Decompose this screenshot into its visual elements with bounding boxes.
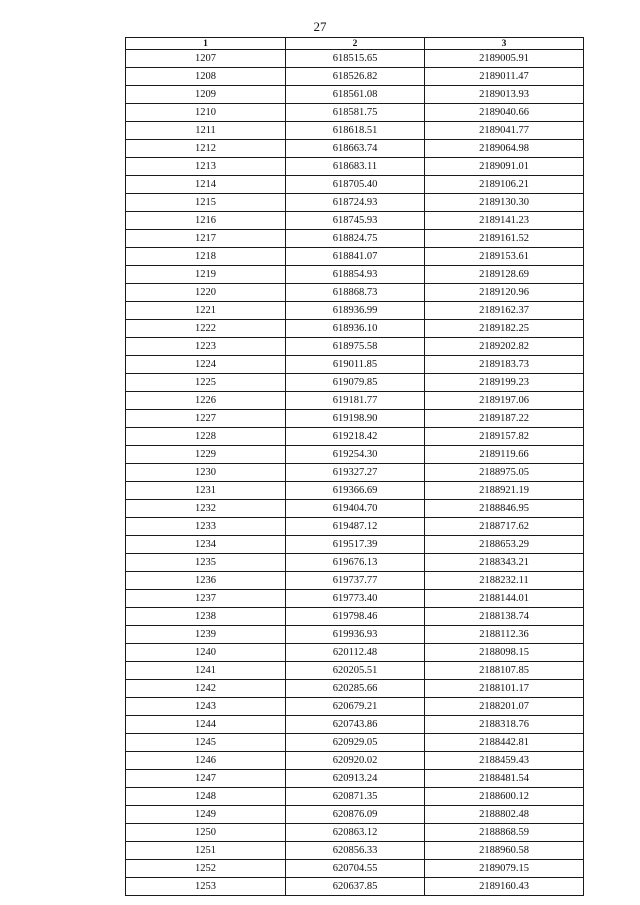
x-coordinate-cell: 619517.39 <box>286 536 425 554</box>
y-coordinate-cell: 2188144.01 <box>425 590 584 608</box>
table-row <box>126 626 584 644</box>
point-number-cell: 1208 <box>126 68 286 86</box>
point-number-cell: 1253 <box>126 878 286 896</box>
table-row <box>126 734 584 752</box>
x-coordinate-cell: 618936.99 <box>286 302 425 320</box>
point-number-cell: 1248 <box>126 788 286 806</box>
y-coordinate-cell: 2188868.59 <box>425 824 584 842</box>
y-coordinate-cell: 2189119.66 <box>425 446 584 464</box>
point-number-cell: 1250 <box>126 824 286 842</box>
point-number-cell: 1226 <box>126 392 286 410</box>
x-coordinate-cell: 618854.93 <box>286 266 425 284</box>
x-coordinate-cell: 620704.55 <box>286 860 425 878</box>
table-row <box>126 266 584 284</box>
point-number-cell: 1228 <box>126 428 286 446</box>
x-coordinate-cell: 620743.86 <box>286 716 425 734</box>
y-coordinate-cell: 2189202.82 <box>425 338 584 356</box>
x-coordinate-cell: 619737.77 <box>286 572 425 590</box>
y-coordinate-cell: 2188459.43 <box>425 752 584 770</box>
y-coordinate-cell: 2189182.25 <box>425 320 584 338</box>
table-row <box>126 698 584 716</box>
x-coordinate-cell: 619254.30 <box>286 446 425 464</box>
point-number-cell: 1213 <box>126 158 286 176</box>
point-number-cell: 1234 <box>126 536 286 554</box>
table-row <box>126 212 584 230</box>
table-row <box>126 680 584 698</box>
point-number-cell: 1233 <box>126 518 286 536</box>
table-row <box>126 608 584 626</box>
point-number-cell: 1214 <box>126 176 286 194</box>
table-row <box>126 464 584 482</box>
y-coordinate-cell: 2189040.66 <box>425 104 584 122</box>
x-coordinate-cell: 619676.13 <box>286 554 425 572</box>
table-row <box>126 482 584 500</box>
x-coordinate-cell: 619181.77 <box>286 392 425 410</box>
x-coordinate-cell: 620920.02 <box>286 752 425 770</box>
x-coordinate-cell: 619936.93 <box>286 626 425 644</box>
table-row <box>126 428 584 446</box>
table-row <box>126 842 584 860</box>
table-row <box>126 392 584 410</box>
x-coordinate-cell: 619198.90 <box>286 410 425 428</box>
x-coordinate-cell: 620285.66 <box>286 680 425 698</box>
x-coordinate-cell: 618618.51 <box>286 122 425 140</box>
x-coordinate-cell: 620679.21 <box>286 698 425 716</box>
y-coordinate-cell: 2188201.07 <box>425 698 584 716</box>
table-row <box>126 878 584 896</box>
point-number-cell: 1223 <box>126 338 286 356</box>
point-number-cell: 1209 <box>126 86 286 104</box>
x-coordinate-cell: 618868.73 <box>286 284 425 302</box>
x-coordinate-cell: 619798.46 <box>286 608 425 626</box>
y-coordinate-cell: 2188343.21 <box>425 554 584 572</box>
y-coordinate-cell: 2189011.47 <box>425 68 584 86</box>
table-row <box>126 356 584 374</box>
point-number-cell: 1236 <box>126 572 286 590</box>
y-coordinate-cell: 2188138.74 <box>425 608 584 626</box>
y-coordinate-cell: 2188717.62 <box>425 518 584 536</box>
x-coordinate-cell: 618526.82 <box>286 68 425 86</box>
point-number-cell: 1232 <box>126 500 286 518</box>
y-coordinate-cell: 2188098.15 <box>425 644 584 662</box>
point-number-cell: 1219 <box>126 266 286 284</box>
table-row <box>126 50 584 68</box>
x-coordinate-cell: 619773.40 <box>286 590 425 608</box>
y-coordinate-cell: 2189013.93 <box>425 86 584 104</box>
table-row <box>126 824 584 842</box>
point-number-cell: 1218 <box>126 248 286 266</box>
y-coordinate-cell: 2189160.43 <box>425 878 584 896</box>
page-number: 27 <box>313 19 327 34</box>
point-number-cell: 1235 <box>126 554 286 572</box>
point-number-cell: 1238 <box>126 608 286 626</box>
table-row <box>126 176 584 194</box>
y-coordinate-cell: 2189197.06 <box>425 392 584 410</box>
table-row <box>126 140 584 158</box>
x-coordinate-cell: 619327.27 <box>286 464 425 482</box>
x-coordinate-cell: 618975.58 <box>286 338 425 356</box>
table-row <box>126 554 584 572</box>
header-row <box>126 38 584 50</box>
x-coordinate-cell: 618745.93 <box>286 212 425 230</box>
x-coordinate-cell: 618705.40 <box>286 176 425 194</box>
point-number-cell: 1212 <box>126 140 286 158</box>
table-row <box>126 752 584 770</box>
y-coordinate-cell: 2188112.36 <box>425 626 584 644</box>
column-header-1: 1 <box>126 38 286 50</box>
x-coordinate-cell: 618515.65 <box>286 50 425 68</box>
y-coordinate-cell: 2188318.76 <box>425 716 584 734</box>
y-coordinate-cell: 2188442.81 <box>425 734 584 752</box>
point-number-cell: 1244 <box>126 716 286 734</box>
x-coordinate-cell: 619218.42 <box>286 428 425 446</box>
point-number-cell: 1239 <box>126 626 286 644</box>
point-number-cell: 1220 <box>126 284 286 302</box>
x-coordinate-cell: 618663.74 <box>286 140 425 158</box>
y-coordinate-cell: 2189141.23 <box>425 212 584 230</box>
point-number-cell: 1243 <box>126 698 286 716</box>
table-row <box>126 284 584 302</box>
table-row <box>126 716 584 734</box>
y-coordinate-cell: 2189130.30 <box>425 194 584 212</box>
point-number-cell: 1224 <box>126 356 286 374</box>
point-number-cell: 1215 <box>126 194 286 212</box>
point-number-cell: 1241 <box>126 662 286 680</box>
point-number-cell: 1240 <box>126 644 286 662</box>
table-row <box>126 644 584 662</box>
table-row <box>126 320 584 338</box>
y-coordinate-cell: 2188481.54 <box>425 770 584 788</box>
y-coordinate-cell: 2189005.91 <box>425 50 584 68</box>
y-coordinate-cell: 2189157.82 <box>425 428 584 446</box>
table-row <box>126 302 584 320</box>
x-coordinate-cell: 618841.07 <box>286 248 425 266</box>
table-row <box>126 536 584 554</box>
y-coordinate-cell: 2188921.19 <box>425 482 584 500</box>
y-coordinate-cell: 2189091.01 <box>425 158 584 176</box>
y-coordinate-cell: 2189153.61 <box>425 248 584 266</box>
point-number-cell: 1210 <box>126 104 286 122</box>
y-coordinate-cell: 2189064.98 <box>425 140 584 158</box>
point-number-cell: 1237 <box>126 590 286 608</box>
column-header-3: 3 <box>425 38 584 50</box>
table-body <box>126 50 584 896</box>
x-coordinate-cell: 618683.11 <box>286 158 425 176</box>
x-coordinate-cell: 620112.48 <box>286 644 425 662</box>
x-coordinate-cell: 618561.08 <box>286 86 425 104</box>
table-row <box>126 590 584 608</box>
x-coordinate-cell: 619487.12 <box>286 518 425 536</box>
x-coordinate-cell: 620913.24 <box>286 770 425 788</box>
x-coordinate-cell: 620856.33 <box>286 842 425 860</box>
y-coordinate-cell: 2188653.29 <box>425 536 584 554</box>
x-coordinate-cell: 618724.93 <box>286 194 425 212</box>
table-row <box>126 572 584 590</box>
y-coordinate-cell: 2188846.95 <box>425 500 584 518</box>
table-row <box>126 338 584 356</box>
table-row <box>126 500 584 518</box>
x-coordinate-cell: 620863.12 <box>286 824 425 842</box>
y-coordinate-cell: 2188107.85 <box>425 662 584 680</box>
point-number-cell: 1216 <box>126 212 286 230</box>
point-number-cell: 1229 <box>126 446 286 464</box>
y-coordinate-cell: 2189183.73 <box>425 356 584 374</box>
table-row <box>126 860 584 878</box>
y-coordinate-cell: 2188600.12 <box>425 788 584 806</box>
point-number-cell: 1249 <box>126 806 286 824</box>
column-header-2: 2 <box>286 38 425 50</box>
table-row <box>126 104 584 122</box>
y-coordinate-cell: 2189041.77 <box>425 122 584 140</box>
point-number-cell: 1227 <box>126 410 286 428</box>
table-header <box>126 38 584 50</box>
y-coordinate-cell: 2188101.17 <box>425 680 584 698</box>
y-coordinate-cell: 2189161.52 <box>425 230 584 248</box>
x-coordinate-cell: 620205.51 <box>286 662 425 680</box>
table-row <box>126 158 584 176</box>
point-number-cell: 1217 <box>126 230 286 248</box>
point-number-cell: 1246 <box>126 752 286 770</box>
table-row <box>126 374 584 392</box>
point-number-cell: 1231 <box>126 482 286 500</box>
point-number-cell: 1211 <box>126 122 286 140</box>
table-row <box>126 446 584 464</box>
table-row <box>126 770 584 788</box>
y-coordinate-cell: 2188975.05 <box>425 464 584 482</box>
y-coordinate-cell: 2189106.21 <box>425 176 584 194</box>
table-row <box>126 86 584 104</box>
y-coordinate-cell: 2188960.58 <box>425 842 584 860</box>
x-coordinate-cell: 620871.35 <box>286 788 425 806</box>
x-coordinate-cell: 619366.69 <box>286 482 425 500</box>
y-coordinate-cell: 2189120.96 <box>425 284 584 302</box>
y-coordinate-cell: 2189128.69 <box>425 266 584 284</box>
point-number-cell: 1242 <box>126 680 286 698</box>
y-coordinate-cell: 2189162.37 <box>425 302 584 320</box>
point-number-cell: 1230 <box>126 464 286 482</box>
x-coordinate-cell: 620929.05 <box>286 734 425 752</box>
x-coordinate-cell: 619404.70 <box>286 500 425 518</box>
table-row <box>126 230 584 248</box>
x-coordinate-cell: 618824.75 <box>286 230 425 248</box>
point-number-cell: 1247 <box>126 770 286 788</box>
y-coordinate-cell: 2189199.23 <box>425 374 584 392</box>
point-number-cell: 1252 <box>126 860 286 878</box>
x-coordinate-cell: 619011.85 <box>286 356 425 374</box>
y-coordinate-cell: 2188232.11 <box>425 572 584 590</box>
point-number-cell: 1251 <box>126 842 286 860</box>
point-number-cell: 1225 <box>126 374 286 392</box>
table-row <box>126 248 584 266</box>
table-row <box>126 68 584 86</box>
point-number-cell: 1245 <box>126 734 286 752</box>
table-row <box>126 662 584 680</box>
point-number-cell: 1222 <box>126 320 286 338</box>
x-coordinate-cell: 620876.09 <box>286 806 425 824</box>
table-row <box>126 806 584 824</box>
x-coordinate-cell: 620637.85 <box>286 878 425 896</box>
x-coordinate-cell: 618581.75 <box>286 104 425 122</box>
x-coordinate-cell: 618936.10 <box>286 320 425 338</box>
y-coordinate-cell: 2188802.48 <box>425 806 584 824</box>
point-number-cell: 1207 <box>126 50 286 68</box>
table-row <box>126 122 584 140</box>
y-coordinate-cell: 2189079.15 <box>425 860 584 878</box>
coordinates-table <box>125 37 584 896</box>
y-coordinate-cell: 2189187.22 <box>425 410 584 428</box>
table-row <box>126 788 584 806</box>
x-coordinate-cell: 619079.85 <box>286 374 425 392</box>
table-row <box>126 194 584 212</box>
table-row <box>126 518 584 536</box>
table-row <box>126 410 584 428</box>
point-number-cell: 1221 <box>126 302 286 320</box>
